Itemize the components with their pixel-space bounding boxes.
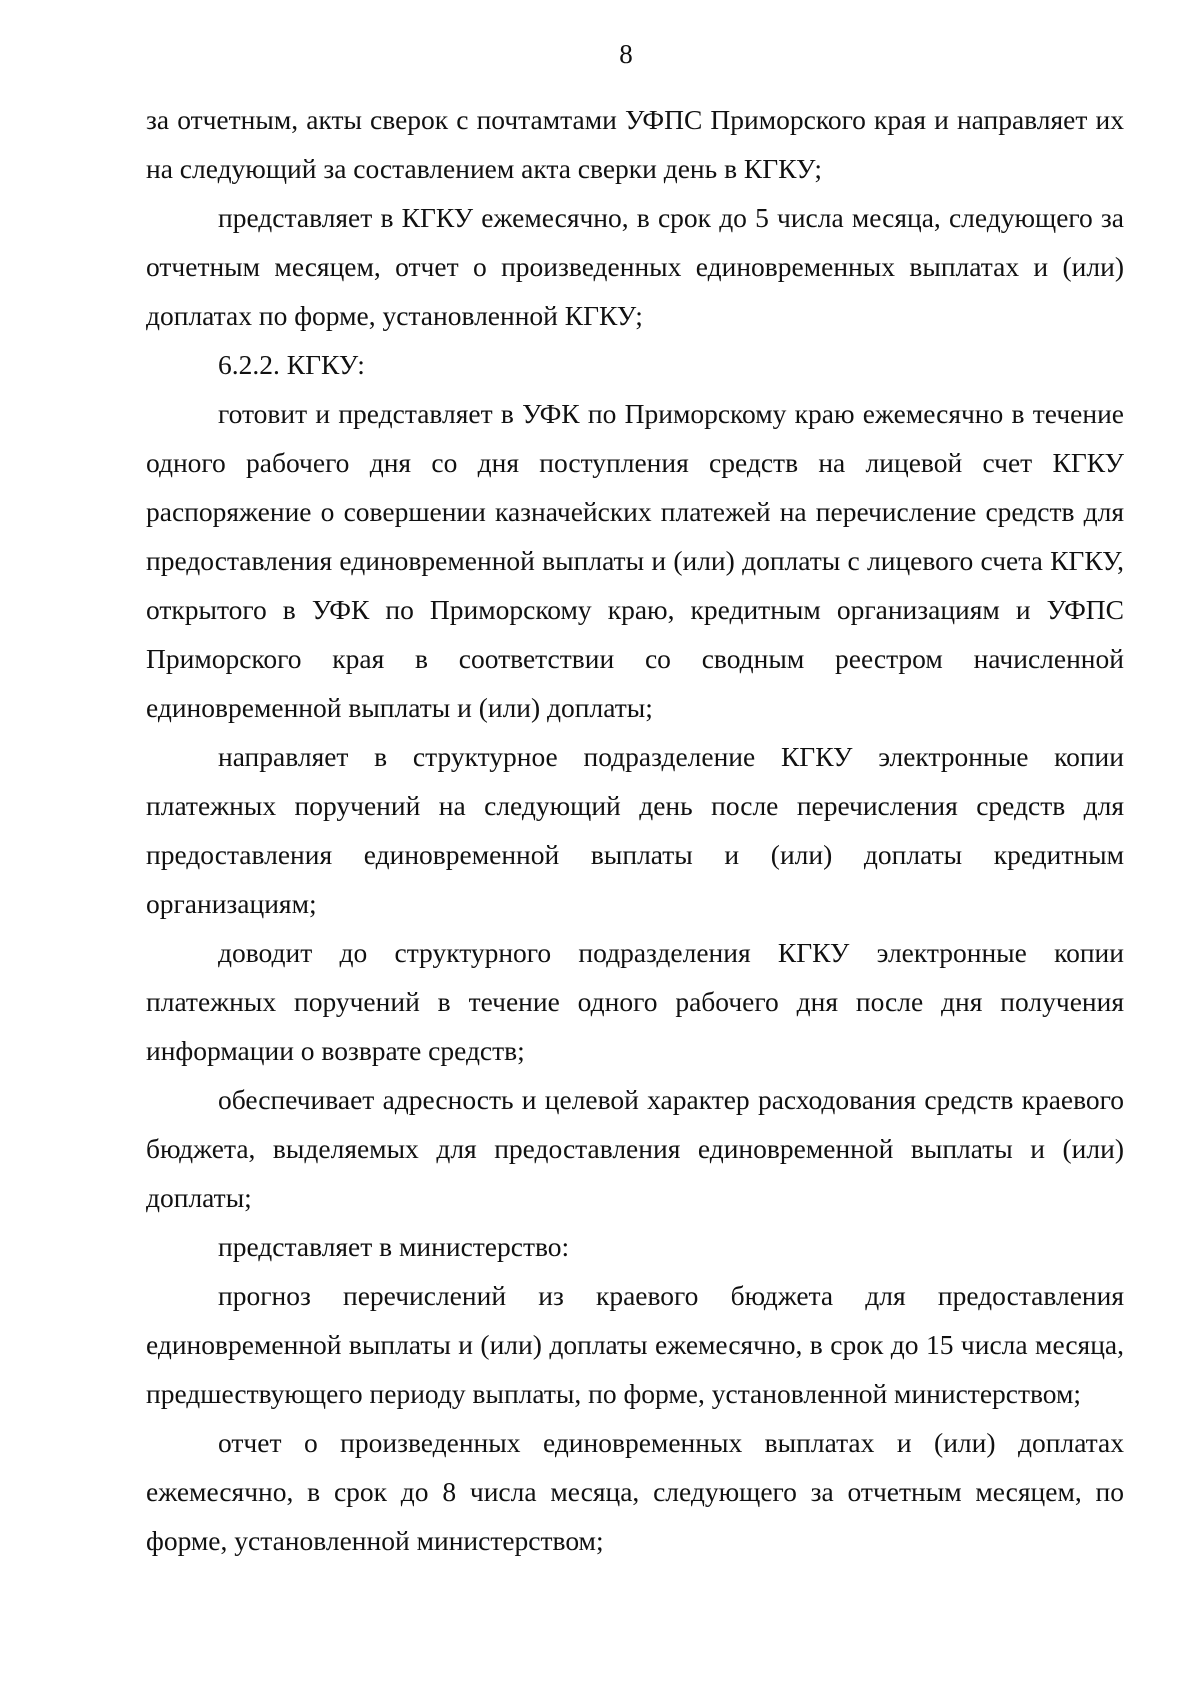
paragraph-refund-information: доводит до структурного подразделения КГКУ электронные копии платежных поручений в течение одного рабочего дня после дня получения информации о возврате средств; <box>146 937 1124 1066</box>
paragraph-submits-to-ministry: представляет в министерство: <box>218 1231 570 1262</box>
section-heading-6-2-2: 6.2.2. КГКУ: <box>218 349 365 380</box>
paragraph-payments-report: отчет о произведенных единовременных выплатах и (или) доплатах ежемесячно, в срок до 8 числа месяца, следующего за отчетным месяцем, по форме, установленной министерством; <box>146 1427 1124 1556</box>
document-body <box>146 95 1124 1565</box>
paragraph-targeted-spending: обеспечивает адресность и целевой характер расходования средств краевого бюджета, выделяемых для предоставления единовременной выплаты и (или) доплаты; <box>146 1084 1124 1213</box>
page-number: 8 <box>619 39 633 69</box>
paragraph-monthly-report-to-kgku: представляет в КГКУ ежемесячно, в срок до 5 числа месяца, следующего за отчетным месяцем, отчет о произведенных единовременных выплатах и (или) доплатах по форме, установленной КГКУ; <box>146 202 1124 331</box>
paragraph-send-payment-copies: направляет в структурное подразделение КГКУ электронные копии платежных поручений на следующий день после перечисления средств для предоставления единовременной выплаты и (или) доплаты кредитным организациям; <box>146 741 1124 919</box>
paragraph-continuation: за отчетным, акты сверок с почтамтами УФПС Приморского края и направляет их на следующий за составлением акта сверки день в КГКУ; <box>146 104 1124 184</box>
paragraph-transfer-forecast: прогноз перечислений из краевого бюджета для предоставления единовременной выплаты и (или) доплаты ежемесячно, в срок до 15 числа месяца, предшествующего периоду выплаты, по форме, установленной министерством; <box>146 1280 1124 1409</box>
paragraph-payment-order-preparation: готовит и представляет в УФК по Приморскому краю ежемесячно в течение одного рабочего дня со дня поступления средств на лицевой счет КГКУ распоряжение о совершении казначейских платежей на перечисление средств для предоставления единовременной выплаты и (или) доплаты с лицевого счета КГКУ, открытого в УФК по Приморскому краю, кредитным организациям и УФПС Приморского края в соответствии со сводным реестром начисленной единовременной выплаты и (или) доплаты; <box>146 398 1124 723</box>
